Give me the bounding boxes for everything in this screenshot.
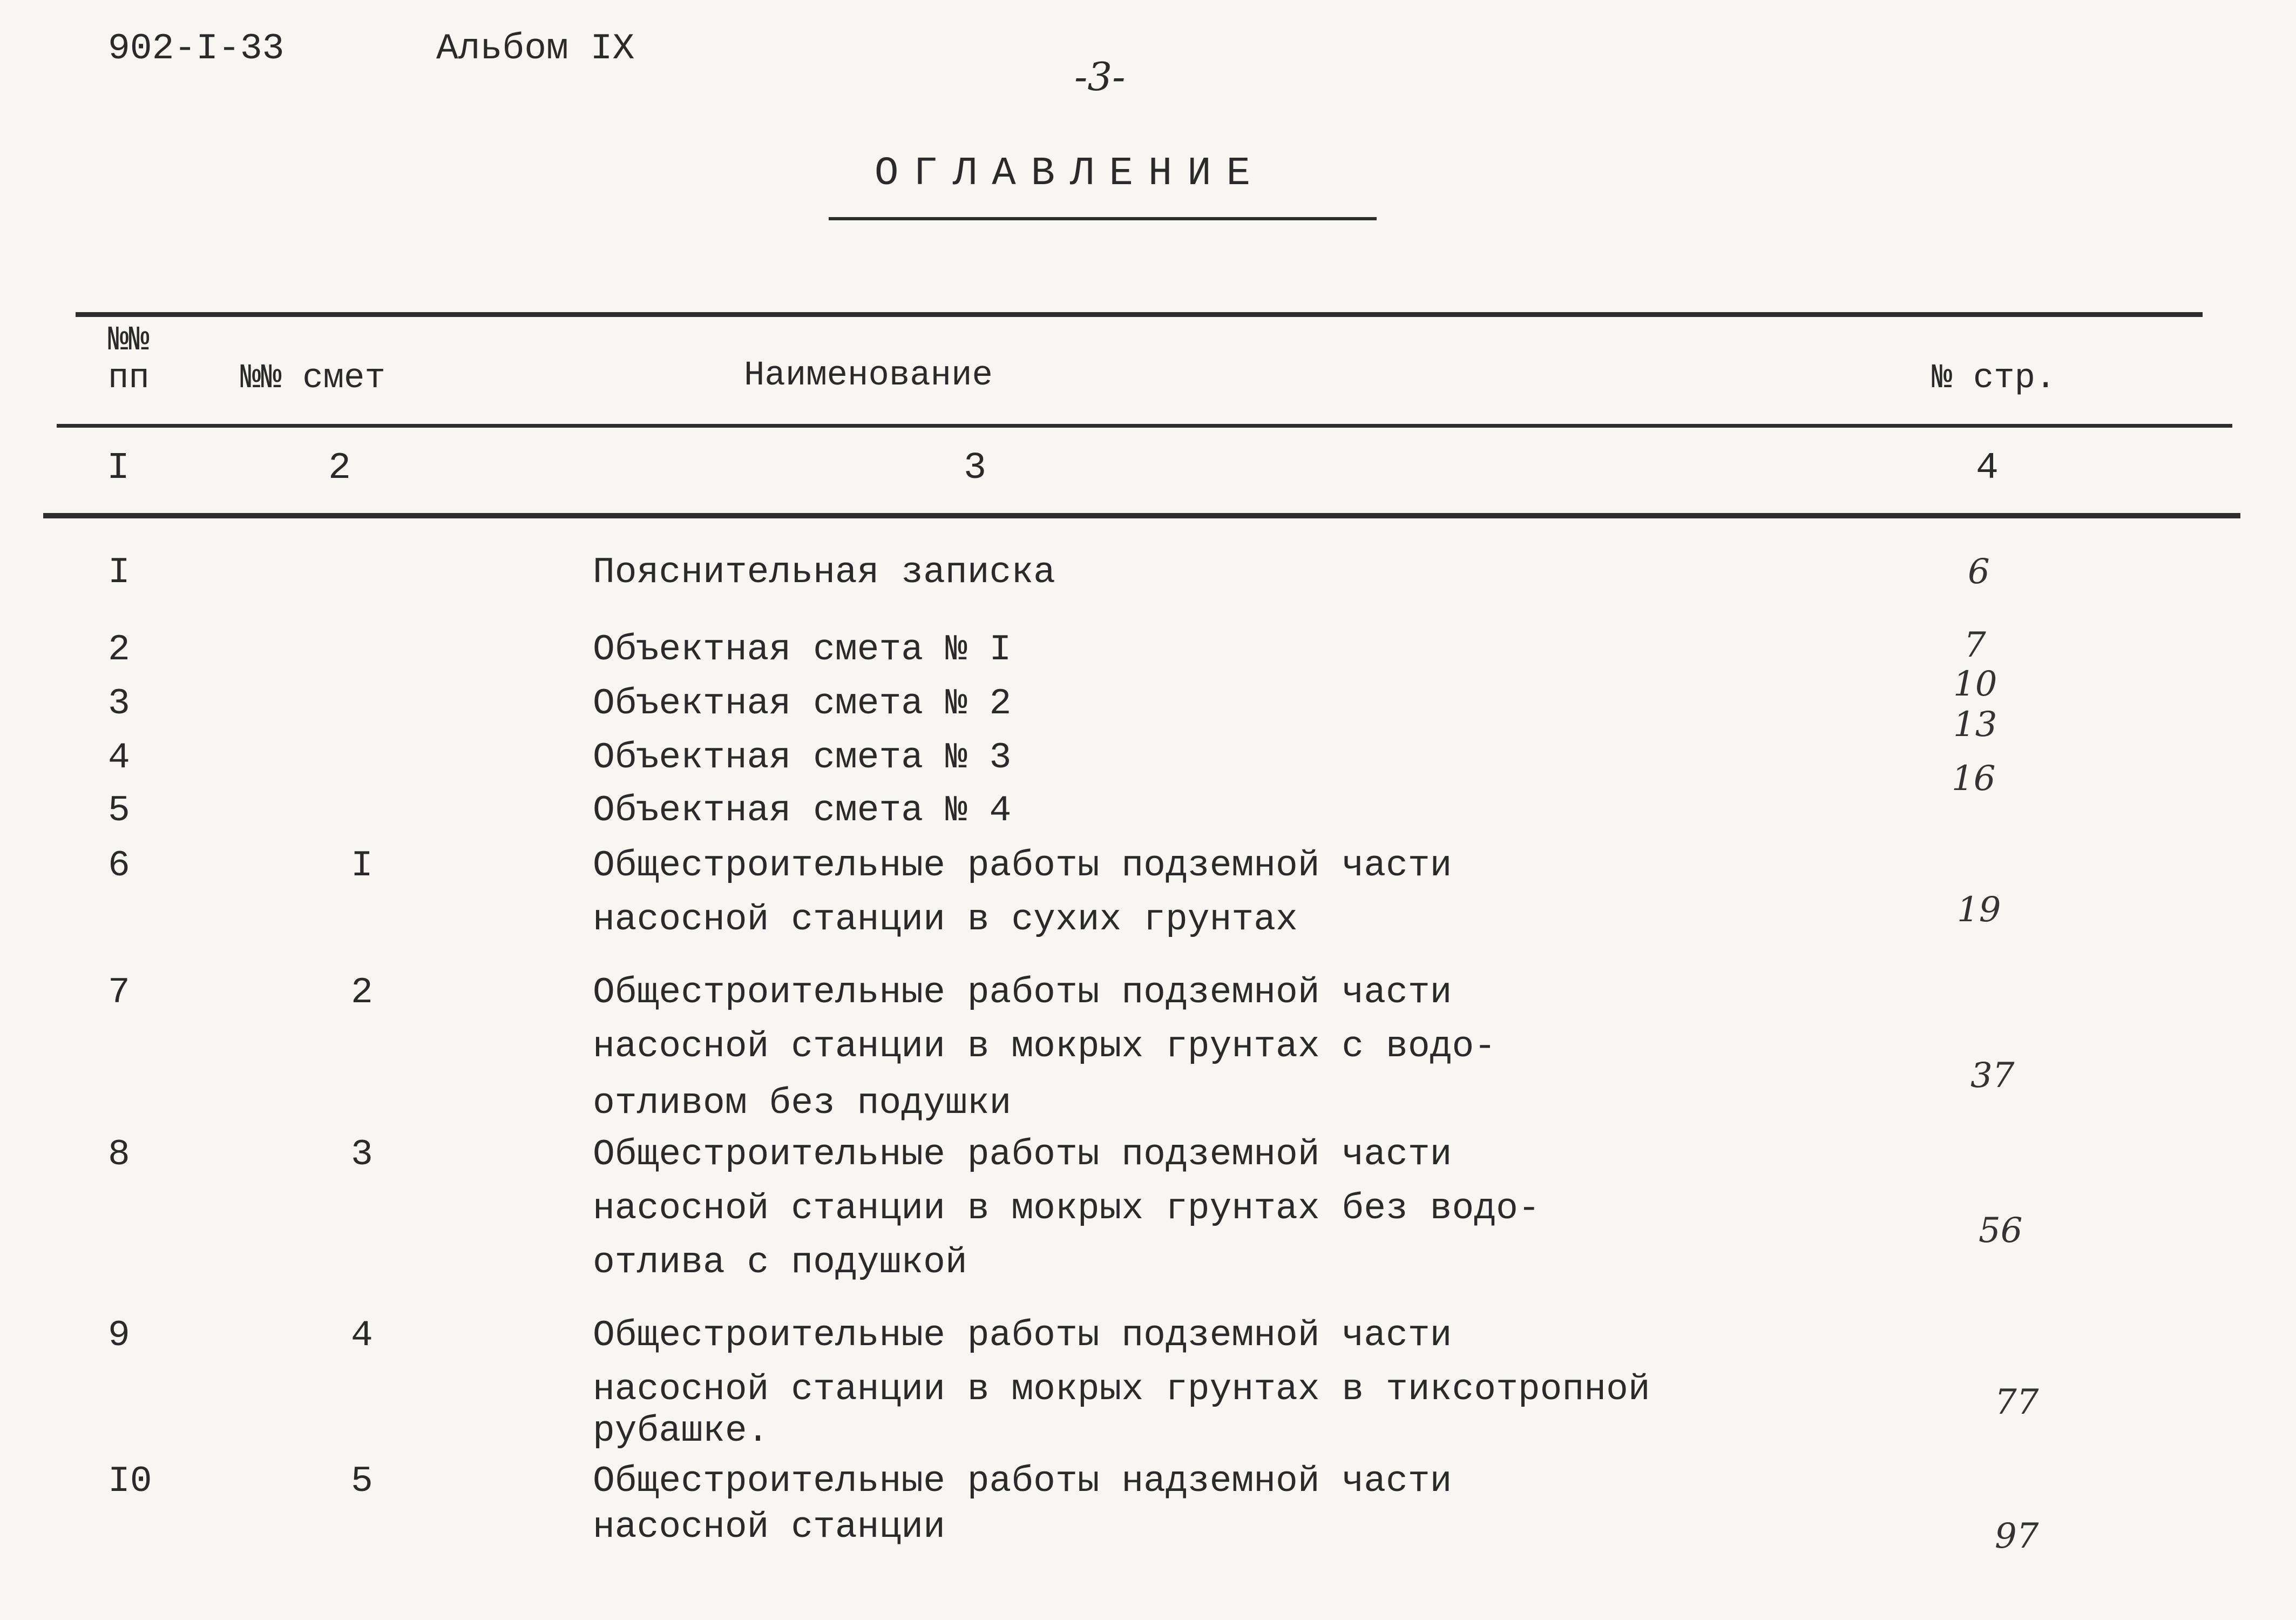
row-2-name: Объектная смета № I [593, 629, 1012, 671]
page-title: ОГЛАВЛЕНИЕ [875, 151, 1266, 197]
row-7-name-line1: Общестроительные работы подземной части [593, 972, 1452, 1014]
row-2-pp: 2 [108, 629, 130, 671]
row-7-name-line2: насосной станции в мокрых грунтах с водо- [593, 1026, 1496, 1068]
header-pp: пп [108, 359, 150, 398]
row-4-name: Объектная смета № 3 [593, 737, 1012, 779]
row-8-smeta: 3 [351, 1134, 373, 1176]
row-10-pp: I0 [108, 1461, 152, 1502]
row-8-page: 56 [1979, 1211, 2023, 1251]
album-label: Альбом IX [436, 28, 635, 70]
row-7-name-line3: отливом без подушки [593, 1083, 1012, 1124]
column-number-3: 3 [964, 447, 987, 490]
row-9-page: 77 [1995, 1382, 2039, 1422]
row-5-pp: 5 [108, 790, 130, 832]
header-page: № стр. [1932, 359, 2056, 398]
row-6-name-line1: Общестроительные работы подземной части [593, 845, 1452, 887]
row-1-page: 6 [1968, 552, 1990, 592]
row-9-pp: 9 [108, 1315, 130, 1356]
row-6-smeta: I [351, 845, 373, 887]
header-name: Наименование [744, 356, 993, 395]
header-rule [57, 424, 2232, 428]
row-6-name-line2: насосной станции в сухих грунтах [593, 899, 1298, 941]
row-7-smeta: 2 [351, 972, 373, 1014]
row-8-name-line2: насосной станции в мокрых грунтах без водо- [593, 1188, 1540, 1230]
header-pp-line1: №№ [108, 321, 150, 360]
row-5-name: Объектная смета № 4 [593, 790, 1012, 832]
row-7-pp: 7 [108, 972, 130, 1014]
row-7-page: 37 [1970, 1056, 2015, 1096]
column-number-4: 4 [1976, 447, 1999, 490]
column-number-2: 2 [328, 447, 351, 490]
table-top-rule [76, 312, 2203, 317]
row-10-name-line2: насосной станции [593, 1507, 945, 1548]
row-2-page: 7 [1964, 625, 1986, 665]
row-10-page: 97 [1995, 1516, 2039, 1556]
row-9-smeta: 4 [351, 1315, 373, 1356]
row-3-pp: 3 [108, 683, 130, 725]
page-number: -3- [1074, 54, 1126, 99]
row-10-name-line1: Общестроительные работы надземной части [593, 1461, 1452, 1502]
header-smeta: №№ смет [240, 359, 385, 398]
row-9-name-line1: Общестроительные работы подземной части [593, 1315, 1452, 1356]
row-4-page: 13 [1953, 705, 1997, 745]
title-underline [829, 217, 1377, 220]
row-8-pp: 8 [108, 1134, 130, 1176]
column-number-1: I [107, 447, 130, 490]
row-3-page: 10 [1953, 664, 1997, 704]
row-8-name-line3: отлива с подушкой [593, 1242, 967, 1284]
row-6-pp: 6 [108, 845, 130, 887]
row-9-name-line3: рубашке. [593, 1410, 769, 1452]
row-4-pp: 4 [108, 737, 130, 779]
row-8-name-line1: Общестроительные работы подземной части [593, 1134, 1452, 1176]
row-1-pp: I [108, 552, 130, 593]
document-code: 902-I-33 [108, 28, 285, 70]
column-numbers-rule [43, 513, 2240, 518]
row-1-name: Пояснительная записка [593, 552, 1055, 593]
row-5-page: 16 [1952, 759, 1996, 799]
row-6-page: 19 [1957, 890, 2001, 930]
row-3-name: Объектная смета № 2 [593, 683, 1012, 725]
row-9-name-line2: насосной станции в мокрых грунтах в тиксотропной [593, 1369, 1650, 1410]
row-10-smeta: 5 [351, 1461, 373, 1502]
